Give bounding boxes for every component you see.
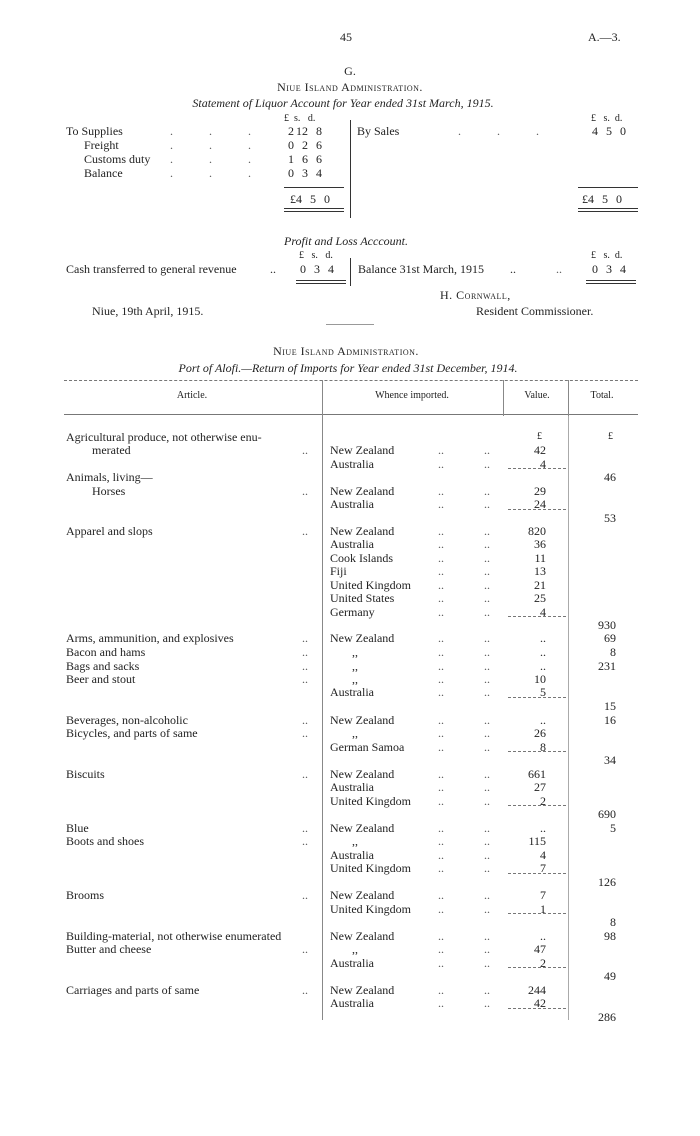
article-name: Boots and shoes bbox=[66, 834, 144, 848]
section-subtitle: Statement of Liquor Account for Year ended 31st March, 1915. bbox=[192, 96, 494, 110]
origin-country: Australia bbox=[330, 956, 374, 970]
import-value: 2 bbox=[540, 956, 546, 970]
import-value: 42 bbox=[534, 996, 546, 1010]
import-total: 46 bbox=[604, 470, 616, 484]
import-value: 29 bbox=[534, 484, 546, 498]
import-value: 4 bbox=[540, 605, 546, 619]
import-total: 126 bbox=[598, 875, 616, 889]
article-name: Bags and sacks bbox=[66, 659, 140, 673]
import-total: 690 bbox=[598, 807, 616, 821]
ledger-debit-label: Freight bbox=[84, 138, 119, 152]
import-value: 7 bbox=[540, 888, 546, 902]
page-number: 45 bbox=[340, 30, 352, 44]
profit-loss-debit-label: Cash transferred to general revenue bbox=[66, 262, 237, 276]
import-total: 15 bbox=[604, 699, 616, 713]
ledger-debit-amount: 0 2 6 bbox=[288, 138, 322, 152]
import-total: 231 bbox=[598, 659, 616, 673]
import-value: 820 bbox=[528, 524, 546, 538]
article-name: Apparel and slops bbox=[66, 524, 153, 538]
import-value: 24 bbox=[534, 497, 546, 511]
profit-loss-credit-label: Balance 31st March, 1915 bbox=[358, 262, 484, 276]
origin-country: New Zealand bbox=[330, 929, 395, 943]
place-date: Niue, 19th April, 1915. bbox=[92, 304, 204, 318]
article-name: Beverages, non-alcoholic bbox=[66, 713, 188, 727]
import-value: 25 bbox=[534, 591, 546, 605]
profit-loss-debit-amount: 0 3 4 bbox=[300, 262, 334, 276]
origin-country: ,, bbox=[352, 942, 358, 956]
import-value: .. bbox=[540, 821, 546, 835]
section-title: Niue Island Administration. bbox=[277, 80, 423, 94]
import-value: 21 bbox=[534, 578, 546, 592]
origin-country: Australia bbox=[330, 848, 374, 862]
article-name: Carriages and parts of same bbox=[66, 983, 200, 997]
ledger-debit-label: Balance bbox=[84, 166, 123, 180]
origin-country: Germany bbox=[330, 605, 375, 619]
origin-country: New Zealand bbox=[330, 983, 395, 997]
origin-country: United Kingdom bbox=[330, 794, 411, 808]
article-name: Agricultural produce, not otherwise enu- bbox=[66, 430, 262, 444]
origin-country: ,, bbox=[352, 834, 358, 848]
import-value: 7 bbox=[540, 861, 546, 875]
origin-country: United Kingdom bbox=[330, 578, 411, 592]
column-header-whence: Whence imported. bbox=[375, 390, 449, 401]
import-value: .. bbox=[540, 929, 546, 943]
import-total: 69 bbox=[604, 631, 616, 645]
import-value: 11 bbox=[534, 551, 546, 565]
import-value: 36 bbox=[534, 537, 546, 551]
article-name: Arms, ammunition, and explosives bbox=[66, 631, 234, 645]
origin-country: New Zealand bbox=[330, 443, 395, 457]
column-header-article: Article. bbox=[176, 390, 208, 401]
document-reference: A.—3. bbox=[588, 30, 621, 44]
import-value: .. bbox=[540, 645, 546, 659]
origin-country: Australia bbox=[330, 996, 374, 1010]
origin-country: ,, bbox=[352, 659, 358, 673]
origin-country: New Zealand bbox=[330, 888, 395, 902]
origin-country: New Zealand bbox=[330, 713, 395, 727]
import-total: 930 bbox=[598, 618, 616, 632]
ledger-total-right: £4 5 0 bbox=[582, 192, 622, 206]
ledger-debit-label: To Supplies bbox=[66, 124, 123, 138]
imports-title: Niue Island Administration. bbox=[273, 344, 419, 358]
article-name: Animals, living— bbox=[66, 470, 153, 484]
origin-country: ,, bbox=[352, 645, 358, 659]
origin-country: Australia bbox=[330, 457, 374, 471]
article-name: Bicycles, and parts of same bbox=[66, 726, 198, 740]
import-total: 286 bbox=[598, 1010, 616, 1024]
origin-country: New Zealand bbox=[330, 821, 395, 835]
profit-loss-title: Profit and Loss Acccount. bbox=[284, 234, 408, 248]
signatory-title: Resident Commissioner. bbox=[476, 304, 594, 318]
import-value: 115 bbox=[528, 834, 546, 848]
origin-country: New Zealand bbox=[330, 524, 395, 538]
section-letter: G. bbox=[344, 64, 356, 78]
origin-country: ,, bbox=[352, 672, 358, 686]
article-name: Blue bbox=[66, 821, 89, 835]
import-total: 16 bbox=[604, 713, 616, 727]
article-name: Horses bbox=[92, 484, 126, 498]
origin-country: New Zealand bbox=[330, 631, 395, 645]
origin-country: Australia bbox=[330, 685, 374, 699]
profit-loss-credit-amount: 0 3 4 bbox=[592, 262, 626, 276]
import-total: 8 bbox=[610, 915, 616, 929]
import-total: 53 bbox=[604, 511, 616, 525]
value-currency: £ bbox=[537, 431, 542, 442]
currency-header-right: £ s. d. bbox=[591, 250, 623, 261]
origin-country: Australia bbox=[330, 497, 374, 511]
origin-country: United Kingdom bbox=[330, 861, 411, 875]
import-total: 8 bbox=[610, 645, 616, 659]
import-value: 47 bbox=[534, 942, 546, 956]
origin-country: United States bbox=[330, 591, 395, 605]
origin-country: German Samoa bbox=[330, 740, 405, 754]
import-value: 42 bbox=[534, 443, 546, 457]
ledger-debit-amount: 2 12 8 bbox=[288, 124, 322, 138]
currency-header-left: £ s. d. bbox=[284, 113, 316, 124]
ledger-credit-amount: 4 5 0 bbox=[592, 124, 626, 138]
import-value: 4 bbox=[540, 457, 546, 471]
article-name: Building-material, not otherwise enumerated bbox=[66, 929, 282, 943]
import-value: 27 bbox=[534, 780, 546, 794]
origin-country: Australia bbox=[330, 537, 374, 551]
article-name: Bacon and hams bbox=[66, 645, 146, 659]
imports-subtitle: Port of Alofi.—Return of Imports for Year ended 31st December, 1914. bbox=[178, 361, 518, 375]
import-value: 13 bbox=[534, 564, 546, 578]
article-name: Beer and stout bbox=[66, 672, 136, 686]
import-total: 5 bbox=[610, 821, 616, 835]
import-value: .. bbox=[540, 631, 546, 645]
currency-header-left: £ s. d. bbox=[299, 250, 333, 261]
import-total: 49 bbox=[604, 969, 616, 983]
import-total: 98 bbox=[604, 929, 616, 943]
import-value: 2 bbox=[540, 794, 546, 808]
origin-country: ,, bbox=[352, 726, 358, 740]
import-value: .. bbox=[540, 713, 546, 727]
import-value: 26 bbox=[534, 726, 546, 740]
currency-header-right: £ s. d. bbox=[591, 113, 623, 124]
origin-country: Australia bbox=[330, 780, 374, 794]
ledger-credit-label: By Sales bbox=[357, 124, 400, 138]
ledger-debit-amount: 1 6 6 bbox=[288, 152, 322, 166]
total-currency: £ bbox=[608, 431, 613, 442]
origin-country: New Zealand bbox=[330, 484, 395, 498]
import-value: 10 bbox=[534, 672, 546, 686]
article-name: Biscuits bbox=[66, 767, 105, 781]
import-value: 1 bbox=[540, 902, 546, 916]
import-value: 4 bbox=[540, 848, 546, 862]
ledger-total-left: £4 5 0 bbox=[290, 192, 330, 206]
column-header-total: Total. bbox=[590, 390, 614, 401]
signatory-name: H. Cornwall, bbox=[440, 288, 511, 302]
import-value: 661 bbox=[528, 767, 546, 781]
import-total: 34 bbox=[604, 753, 616, 767]
article-name: merated bbox=[92, 443, 131, 457]
import-value: 244 bbox=[528, 983, 546, 997]
ledger-debit-amount: 0 3 4 bbox=[288, 166, 322, 180]
ledger-debit-label: Customs duty bbox=[84, 152, 151, 166]
import-value: .. bbox=[540, 659, 546, 673]
import-value: 8 bbox=[540, 740, 546, 754]
origin-country: Cook Islands bbox=[330, 551, 393, 565]
origin-country: United Kingdom bbox=[330, 902, 411, 916]
origin-country: Fiji bbox=[330, 564, 347, 578]
origin-country: New Zealand bbox=[330, 767, 395, 781]
article-name: Brooms bbox=[66, 888, 105, 902]
article-name: Butter and cheese bbox=[66, 942, 152, 956]
column-header-value: Value. bbox=[524, 390, 550, 401]
import-value: 5 bbox=[540, 685, 546, 699]
